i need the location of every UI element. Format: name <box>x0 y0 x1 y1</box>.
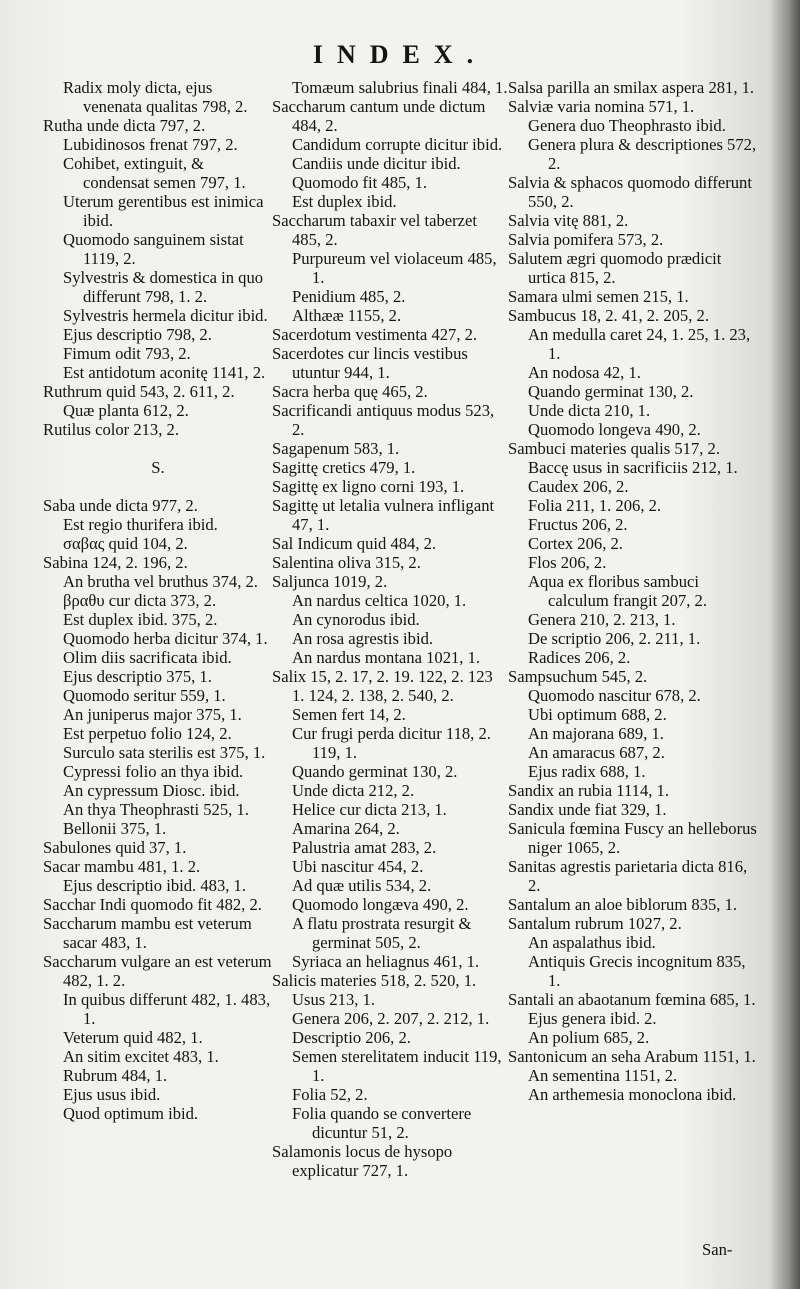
index-subentry: Folia 52, 2. <box>292 1085 368 1104</box>
index-subentry: Quomodo herba dicitur 374, 1. <box>63 629 268 648</box>
index-entry: Sandix an rubia 1114, 1. <box>508 781 669 800</box>
index-entry: Sagittę ex ligno corni 193, 1. <box>272 477 465 496</box>
index-subentry: An nardus montana 1021, 1. <box>292 648 481 667</box>
index-subentry: Genera plura & descriptiones 572, 2. <box>528 135 757 173</box>
index-subentry: Cohibet, extinguit, & condensat semen 797, 1. <box>63 154 246 192</box>
index-subentry: Unde dicta 210, 1. <box>528 401 651 420</box>
index-entry: Sacerdotes cur lincis vestibus utuntur 944, 1. <box>272 344 468 382</box>
index-subentry: Quando germinat 130, 2. <box>292 762 458 781</box>
index-subentry: Ejus genera ibid. 2. <box>528 1009 657 1028</box>
index-subentry: An sementina 1151, 2. <box>528 1066 678 1085</box>
page-title: INDEX. <box>312 40 488 69</box>
index-subentry: An polium 685, 2. <box>528 1028 650 1047</box>
index-entry: Saba unde dicta 977, 2. <box>43 496 198 515</box>
index-entry: Santalum rubrum 1027, 2. <box>508 914 682 933</box>
index-subentry: Semen fert 14, 2. <box>292 705 406 724</box>
index-subentry: Caudex 206, 2. <box>528 477 629 496</box>
index-subentry: Baccę usus in sacrificiis 212, 1. <box>528 458 738 477</box>
index-entry: Salvia & sphacos quomodo differunt 550, 2. <box>508 173 752 211</box>
index-subentry: Sylvestris hermela dicitur ibid. <box>63 306 268 325</box>
index-subentry: An majorana 689, 1. <box>528 724 664 743</box>
index-subentry: Quando germinat 130, 2. <box>528 382 694 401</box>
index-entry: Samara ulmi semen 215, 1. <box>508 287 689 306</box>
index-entry: Sambuci materies qualis 517, 2. <box>508 439 720 458</box>
index-subentry: An amaracus 687, 2. <box>528 743 665 762</box>
index-entry: Salsa parilla an smilax aspera 281, 1. <box>508 78 755 97</box>
section-gap <box>43 477 273 496</box>
index-entry: Sabina 124, 2. 196, 2. <box>43 553 188 572</box>
index-subentry: Fructus 206, 2. <box>528 515 628 534</box>
index-entry: Sal Indicum quid 484, 2. <box>272 534 437 553</box>
index-subentry: Ubi nascitur 454, 2. <box>292 857 424 876</box>
index-subentry: Folia 211, 1. 206, 2. <box>528 496 662 515</box>
index-subentry: Quomodo seritur 559, 1. <box>63 686 226 705</box>
index-column-1 <box>43 78 273 1123</box>
index-entry: Santonicum an seha Arabum 1151, 1. <box>508 1047 756 1066</box>
index-subentry: An nardus celtica 1020, 1. <box>292 591 467 610</box>
index-subentry: An cynorodus ibid. <box>292 610 420 629</box>
index-subentry: Palustria amat 283, 2. <box>292 838 437 857</box>
index-entry: Sacchar Indi quomodo fit 482, 2. <box>43 895 262 914</box>
index-subentry: An brutha vel bruthus 374, 2. <box>63 572 258 591</box>
index-subentry: Helice cur dicta 213, 1. <box>292 800 447 819</box>
index-subentry: Cortex 206, 2. <box>528 534 623 553</box>
index-entry: Sanicula fœmina Fuscy an helleborus niger 1065, 2. <box>508 819 757 857</box>
index-subentry: In quibus differunt 482, 1. 483, 1. <box>63 990 271 1028</box>
index-subentry: Amarina 264, 2. <box>292 819 400 838</box>
index-subentry: Semen sterelitatem inducit 119, 1. <box>292 1047 502 1085</box>
index-subentry: Ejus descriptio 798, 2. <box>63 325 212 344</box>
index-entry: Saccharum vulgare an est veterum 482, 1. 2. <box>43 952 272 990</box>
index-subentry: Veterum quid 482, 1. <box>63 1028 203 1047</box>
index-entry: Salvia vitę 881, 2. <box>508 211 629 230</box>
index-subentry: An sitim excitet 483, 1. <box>63 1047 219 1066</box>
index-subentry: Surculo sata sterilis est 375, 1. <box>63 743 266 762</box>
index-entry: Sagittę ut letalia vulnera infligant 47, 1. <box>272 496 495 534</box>
index-subentry: Quæ planta 612, 2. <box>63 401 189 420</box>
index-subentry: Est duplex ibid. <box>292 192 397 211</box>
index-entry: Sampsuchum 545, 2. <box>508 667 648 686</box>
index-subentry: Radices 206, 2. <box>528 648 631 667</box>
index-subentry: Cypressi folio an thya ibid. <box>63 762 244 781</box>
index-subentry: Ejus usus ibid. <box>63 1085 161 1104</box>
index-subentry: Syriaca an heliagnus 461, 1. <box>292 952 480 971</box>
index-entry: Sacerdotum vestimenta 427, 2. <box>272 325 478 344</box>
index-entry: Salutem ægri quomodo prædicit urtica 815, 2. <box>508 249 722 287</box>
index-subentry: Quomodo nascitur 678, 2. <box>528 686 701 705</box>
index-subentry: Althææ 1155, 2. <box>292 306 402 325</box>
index-subentry: An juniperus major 375, 1. <box>63 705 242 724</box>
index-subentry: An cypressum Diosc. ibid. <box>63 781 240 800</box>
index-subentry: Est duplex ibid. 375, 2. <box>63 610 218 629</box>
index-subentry: Rubrum 484, 1. <box>63 1066 168 1085</box>
index-entry: Salamonis locus de hysopo explicatur 727, 1. <box>272 1142 453 1180</box>
index-subentry: Folia quando se convertere dicuntur 51, 2. <box>292 1104 472 1142</box>
index-subentry: De scriptio 206, 2. 211, 1. <box>528 629 701 648</box>
index-subentry: Antiquis Grecis incognitum 835, 1. <box>528 952 746 990</box>
index-subentry: Ad quæ utilis 534, 2. <box>292 876 432 895</box>
index-entry: Sacra herba quę 465, 2. <box>272 382 428 401</box>
index-subentry: Bellonii 375, 1. <box>63 819 167 838</box>
index-subentry: Descriptio 206, 2. <box>292 1028 411 1047</box>
index-subentry: Usus 213, 1. <box>292 990 375 1009</box>
index-subentry: Est antidotum aconitę 1141, 2. <box>63 363 266 382</box>
index-entry: Santali an abaotanum fœmina 685, 1. <box>508 990 756 1009</box>
index-subentry: Tomæum salubrius finali 484, 1. <box>292 78 508 97</box>
index-entry: Sanitas agrestis parietaria dicta 816, 2. <box>508 857 748 895</box>
index-subentry: Lubidinosos frenat 797, 2. <box>63 135 238 154</box>
index-entry: Saccharum tabaxir vel taberzet 485, 2. <box>272 211 478 249</box>
index-subentry: Quomodo sanguinem sistat 1119, 2. <box>63 230 244 268</box>
catchword: San- <box>702 1240 733 1259</box>
index-subentry: Olim diis sacrificata ibid. <box>63 648 232 667</box>
index-subentry: A flatu prostrata resurgit & germinat 505, 2. <box>292 914 472 952</box>
index-subentry: Unde dicta 212, 2. <box>292 781 415 800</box>
index-entry: Saccharum cantum unde dictum 484, 2. <box>272 97 486 135</box>
index-entry: Santalum an aloe biblorum 835, 1. <box>508 895 738 914</box>
index-subentry: Quomodo longæva 490, 2. <box>292 895 469 914</box>
index-subentry: Est regio thurifera ibid. <box>63 515 218 534</box>
index-entry: Saljunca 1019, 2. <box>272 572 388 591</box>
index-column-3 <box>508 78 758 1104</box>
index-entry: Rutilus color 213, 2. <box>43 420 179 439</box>
index-entry: Ruthrum quid 543, 2. 611, 2. <box>43 382 235 401</box>
section-letter: S. <box>151 458 165 477</box>
index-subentry: An medulla caret 24, 1. 25, 1. 23, 1. <box>528 325 751 363</box>
index-subentry: Genera 206, 2. 207, 2. 212, 1. <box>292 1009 490 1028</box>
index-subentry: Candiis unde dicitur ibid. <box>292 154 461 173</box>
index-subentry: Est perpetuo folio 124, 2. <box>63 724 232 743</box>
index-subentry: Sylvestris & domestica in quo differunt 798, 1. 2. <box>63 268 264 306</box>
index-subentry: Purpureum vel violaceum 485, 1. <box>292 249 497 287</box>
index-subentry: Genera duo Theophrasto ibid. <box>528 116 726 135</box>
index-subentry: Ubi optimum 688, 2. <box>528 705 667 724</box>
index-subentry: Ejus descriptio ibid. 483, 1. <box>63 876 246 895</box>
index-subentry: σαβας quid 104, 2. <box>63 534 188 553</box>
index-subentry: Candidum corrupte dicitur ibid. <box>292 135 503 154</box>
index-subentry: Radix moly dicta, ejus venenata qualitas 798, 2. <box>63 78 248 116</box>
index-subentry: Genera 210, 2. 213, 1. <box>528 610 676 629</box>
index-subentry: Fimum odit 793, 2. <box>63 344 191 363</box>
index-entry: Salix 15, 2. 17, 2. 19. 122, 2. 123 1. 124, 2. 138, 2. 540, 2. <box>272 667 493 705</box>
index-subentry: Cur frugi perda dicitur 118, 2. 119, 1. <box>292 724 491 762</box>
index-entry: Salviæ varia nomina 571, 1. <box>508 97 695 116</box>
index-entry: Sacar mambu 481, 1. 2. <box>43 857 201 876</box>
index-subentry: An aspalathus ibid. <box>528 933 656 952</box>
index-subentry: Ejus descriptio 375, 1. <box>63 667 212 686</box>
index-subentry: Penidium 485, 2. <box>292 287 406 306</box>
index-subentry: An arthemesia monoclona ibid. <box>528 1085 737 1104</box>
index-subentry: Quomodo longeva 490, 2. <box>528 420 701 439</box>
index-column-2 <box>272 78 508 1180</box>
section-gap <box>43 439 273 458</box>
index-subentry: Quomodo fit 485, 1. <box>292 173 428 192</box>
page-edge-shadow <box>770 0 800 1289</box>
index-entry: Rutha unde dicta 797, 2. <box>43 116 206 135</box>
index-entry: Saccharum mambu est veterum sacar 483, 1. <box>43 914 252 952</box>
index-subentry: Aqua ex floribus sambuci calculum frangit 207, 2. <box>528 572 707 610</box>
index-subentry: An thya Theophrasti 525, 1. <box>63 800 249 819</box>
index-subentry: An nodosa 42, 1. <box>528 363 641 382</box>
index-subentry: An rosa agrestis ibid. <box>292 629 434 648</box>
index-entry: Sacrificandi antiquus modus 523, 2. <box>272 401 495 439</box>
index-entry: Salicis materies 518, 2. 520, 1. <box>272 971 477 990</box>
index-entry: Sandix unde fiat 329, 1. <box>508 800 667 819</box>
index-entry: Salentina oliva 315, 2. <box>272 553 421 572</box>
index-entry: Sagittę cretics 479, 1. <box>272 458 416 477</box>
index-subentry: Quod optimum ibid. <box>63 1104 199 1123</box>
index-subentry: Flos 206, 2. <box>528 553 607 572</box>
index-entry: Sagapenum 583, 1. <box>272 439 400 458</box>
index-entry: Sambucus 18, 2. 41, 2. 205, 2. <box>508 306 709 325</box>
index-entry: Sabulones quid 37, 1. <box>43 838 187 857</box>
index-subentry: Ejus radix 688, 1. <box>528 762 646 781</box>
index-subentry: βραθυ cur dicta 373, 2. <box>63 591 217 610</box>
index-subentry: Uterum gerentibus est inimica ibid. <box>63 192 264 230</box>
index-entry: Salvia pomifera 573, 2. <box>508 230 664 249</box>
